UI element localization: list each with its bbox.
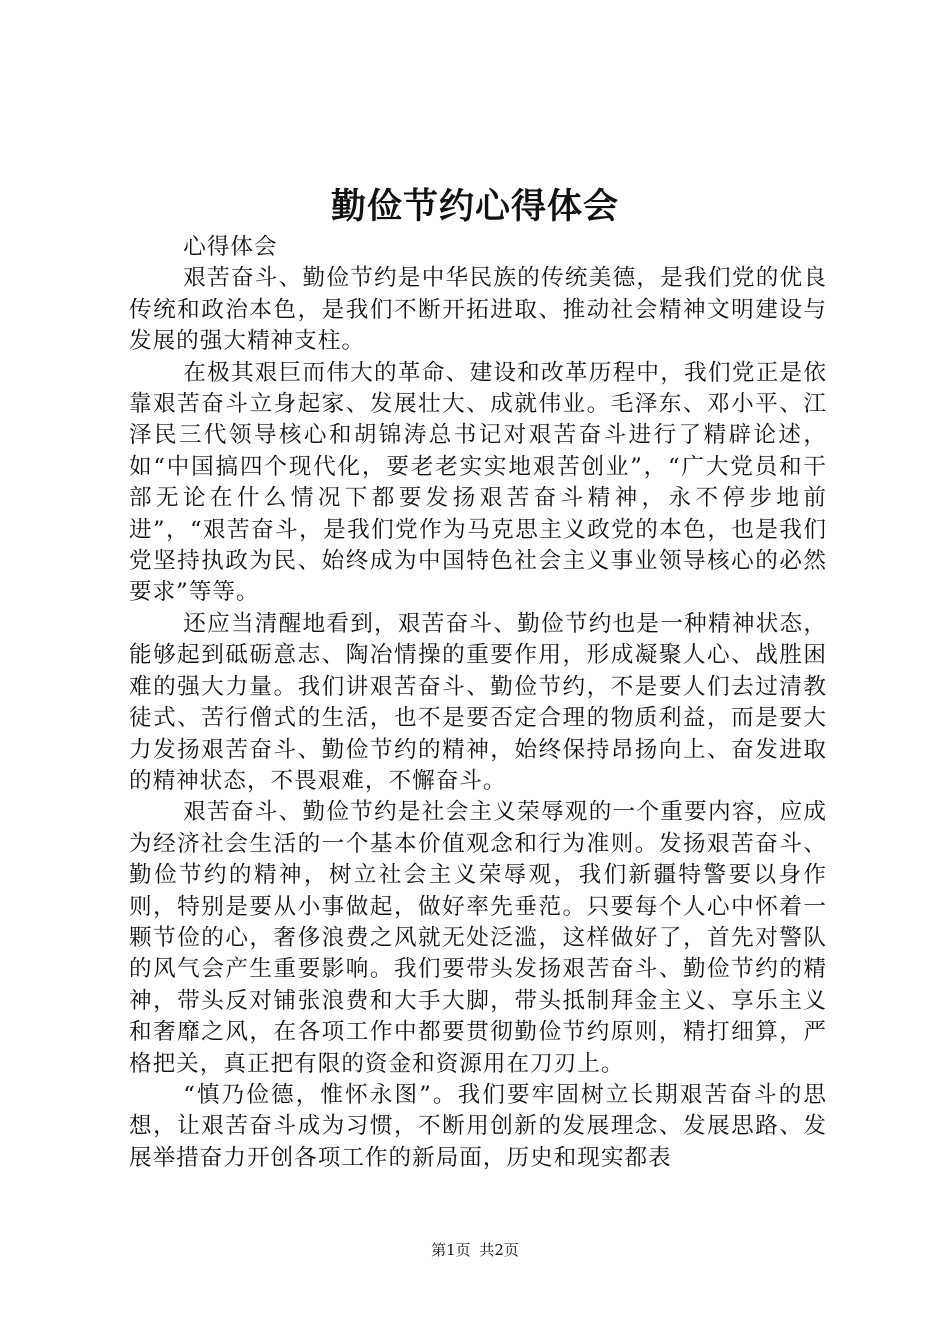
paragraph: 艰苦奋斗、勤俭节约是社会主义荣辱观的一个重要内容，应成为经济社会生活的一个基本价值观念和行为准则。发扬艰苦奋斗、勤俭节约的精神，树立社会主义荣辱观，我们新疆特警要以身作则，特别是要从小事做起，做好率先垂范。只要每个人心中怀着一颗节俭的心，奢侈浪费之风就无处泛滥，这样做好了，首先对警队的风气会产生重要影响。我们要带头发扬艰苦奋斗、勤俭节约的精神，带头反对铺张浪费和大手大脚，带头抵制拜金主义、享乐主义和奢靡之风，在各项工作中都要贯彻勤俭节约原则，精打细算，严格把关，真正把有限的资金和资源用在刀刃上。: [129, 799, 827, 1077]
page-footer: [0, 1240, 950, 1260]
paragraph-heading: 心得体会: [183, 234, 278, 260]
paragraph: 还应当清醒地看到，艰苦奋斗、勤俭节约也是一种精神状态，能够起到砥砺意志、陶冶情操的重要作用，形成凝聚人心、战胜困难的强大力量。我们讲艰苦奋斗、勤俭节约，不是要人们去过清教徒式、苦行僧式的生活，也不是要否定合理的物质利益，而是要大力发扬艰苦奋斗、勤俭节约的精神，始终保持昂扬向上、奋发进取的精神状态，不畏艰难，不懈奋斗。: [129, 610, 827, 794]
paragraph: 在极其艰巨而伟大的革命、建设和改革历程中，我们党正是依靠艰苦奋斗立身起家、发展壮大、成就伟业。毛泽东、邓小平、江泽民三代领导核心和胡锦涛总书记对艰苦奋斗进行了精辟论述，如“中国搞四个现代化，要老老实实地艰苦创业”，“广大党员和干部无论在什么情况下都要发扬艰苦奋斗精神，永不停步地前进”，“艰苦奋斗，是我们党作为马克思主义政党的本色，也是我们党坚持执政为民、始终成为中国特色社会主义事业领导核心的必然要求”等等。: [129, 359, 827, 606]
paragraph: “慎乃俭德，惟怀永图”。我们要牢固树立长期艰苦奋斗的思想，让艰苦奋斗成为习惯，不断用创新的发展理念、发展思路、发展举措奋力开创各项工作的新局面，历史和现实都表: [129, 1081, 827, 1171]
document-body: [129, 232, 827, 1174]
document-title: 勤俭节约心得体会: [330, 186, 619, 227]
paragraph: 艰苦奋斗、勤俭节约是中华民族的传统美德，是我们党的优良传统和政治本色，是我们不断开拓进取、推动社会精神文明建设与发展的强大精神支柱。: [129, 265, 827, 355]
page-total: 共2页: [479, 1241, 519, 1259]
page-number: 第1页: [431, 1241, 471, 1259]
